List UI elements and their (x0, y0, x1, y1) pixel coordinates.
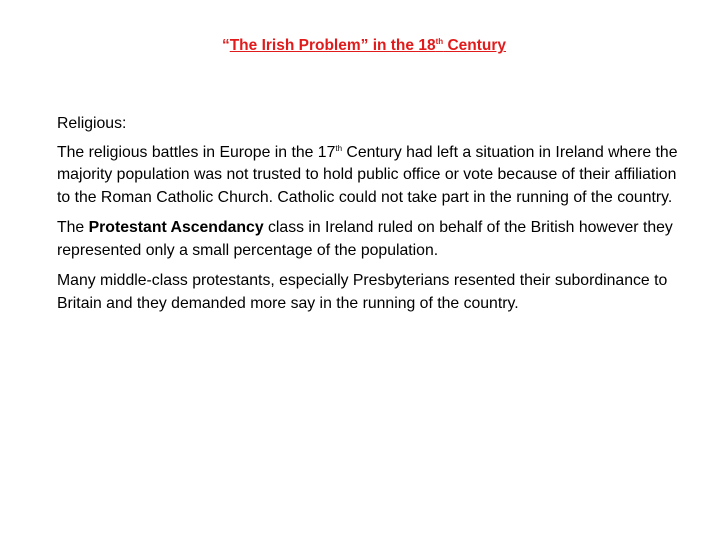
body-text (57, 113, 682, 323)
paragraph-religious-battles (57, 142, 682, 210)
title-superscript: th (435, 37, 444, 46)
title-open-quote: “ (221, 37, 230, 54)
title-end: Century (443, 37, 507, 54)
p2-rest: class in Ireland ruled on behalf of the British however they represented only a small percentage of the population. (57, 219, 673, 259)
page-title (0, 37, 728, 55)
p1-part2: Century had left a situation in Ireland where the majority population was not trusted to hold public office or vote because of their affiliation to the Roman Catholic Church. Catholic could not take part in the running of the country. (57, 143, 678, 206)
paragraph-protestant-ascendancy (57, 217, 682, 262)
paragraph-presbyterians: Many middle-class protestants, especially Presbyterians resented their subordinance to Britain and they demanded more say in the running of the country. (57, 272, 668, 312)
p2-bold-term: Protestant Ascendancy (88, 219, 264, 236)
p1-superscript: th (335, 143, 343, 153)
p2-lead: The (57, 219, 89, 236)
title-text: The Irish Problem” in the 18 (229, 37, 436, 54)
title-link (230, 37, 506, 54)
section-heading: Religious: (57, 115, 127, 132)
p1-part1: The religious battles in Europe in the 17 (57, 143, 336, 161)
